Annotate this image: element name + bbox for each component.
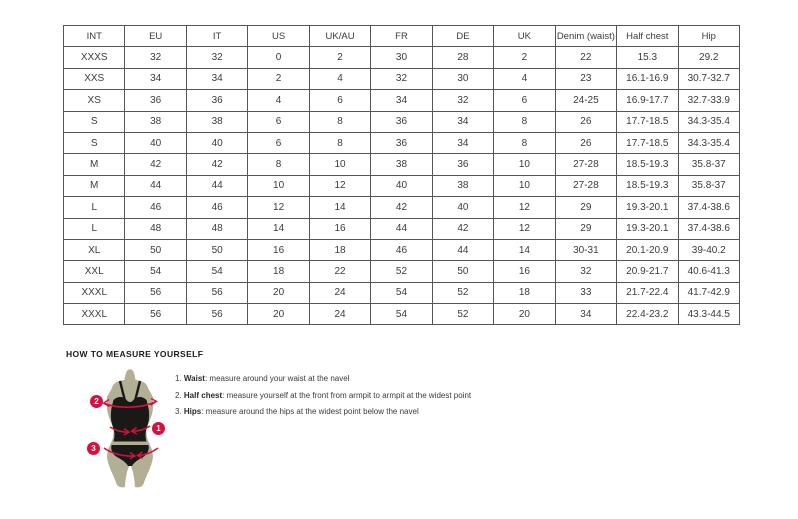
table-row [64, 239, 740, 260]
table-row [64, 261, 740, 282]
table-cell: 8 [494, 132, 555, 153]
table-cell: 41.7-42.9 [678, 282, 739, 303]
table-cell: 8 [248, 154, 309, 175]
table-header-cell: DE [432, 26, 493, 47]
table-cell: 8 [309, 111, 370, 132]
table-cell: S [64, 111, 125, 132]
table-row [64, 282, 740, 303]
table-cell: 22 [309, 261, 370, 282]
table-row [64, 218, 740, 239]
table-cell: 24 [309, 282, 370, 303]
table-cell: 28 [432, 47, 493, 68]
table-cell: 34 [371, 90, 432, 111]
table-cell: 29 [555, 197, 616, 218]
table-cell: XXXL [64, 304, 125, 325]
table-cell: 26 [555, 111, 616, 132]
table-cell: 18.5-19.3 [617, 154, 678, 175]
table-cell: 46 [371, 239, 432, 260]
table-cell: 2 [309, 47, 370, 68]
table-cell: 16 [248, 239, 309, 260]
hips-marker-badge: 3 [87, 442, 100, 455]
table-cell: 35.8-37 [678, 154, 739, 175]
table-cell: 27-28 [555, 175, 616, 196]
table-cell: 20.1-20.9 [617, 239, 678, 260]
measure-step: 3. Hips: measure around the hips at the widest point below the navel [175, 407, 419, 416]
table-cell: 32 [555, 261, 616, 282]
table-cell: 15.3 [617, 47, 678, 68]
table-cell: M [64, 175, 125, 196]
table-cell: 33 [555, 282, 616, 303]
table-cell: 56 [186, 304, 247, 325]
table-header-cell: INT [64, 26, 125, 47]
table-cell: 2 [248, 68, 309, 89]
table-cell: 34.3-35.4 [678, 111, 739, 132]
table-row [64, 47, 740, 68]
table-cell: 34 [432, 111, 493, 132]
table-header-cell: IT [186, 26, 247, 47]
table-cell: 46 [186, 197, 247, 218]
table-header-cell: UK [494, 26, 555, 47]
table-cell: 56 [125, 282, 186, 303]
table-cell: 42 [125, 154, 186, 175]
table-cell: 43.3-44.5 [678, 304, 739, 325]
table-cell: 42 [186, 154, 247, 175]
table-cell: 54 [371, 304, 432, 325]
table-cell: 18 [309, 239, 370, 260]
measurement-figure [80, 368, 180, 493]
table-cell: 14 [309, 197, 370, 218]
table-cell: 38 [371, 154, 432, 175]
table-header-cell: US [248, 26, 309, 47]
size-table-body [64, 47, 740, 325]
table-cell: 16 [494, 261, 555, 282]
table-cell: M [64, 154, 125, 175]
table-cell: 18.5-19.3 [617, 175, 678, 196]
table-cell: 17.7-18.5 [617, 111, 678, 132]
table-cell: 2 [494, 47, 555, 68]
table-cell: 12 [309, 175, 370, 196]
table-cell: 19.3-20.1 [617, 218, 678, 239]
table-cell: 22.4-23.2 [617, 304, 678, 325]
table-header-cell: FR [371, 26, 432, 47]
table-cell: 6 [248, 111, 309, 132]
table-header-cell: EU [125, 26, 186, 47]
table-cell: 40 [432, 197, 493, 218]
table-cell: 44 [125, 175, 186, 196]
table-cell: S [64, 132, 125, 153]
table-cell: 12 [494, 218, 555, 239]
table-cell: 14 [248, 218, 309, 239]
waist-marker-badge: 1 [152, 422, 165, 435]
table-cell: 18 [494, 282, 555, 303]
table-cell: 56 [186, 282, 247, 303]
chest-marker-badge: 2 [90, 395, 103, 408]
table-cell: 56 [125, 304, 186, 325]
table-cell: 40.6-41.3 [678, 261, 739, 282]
table-cell: 52 [432, 282, 493, 303]
table-cell: XXS [64, 68, 125, 89]
table-row [64, 175, 740, 196]
size-conversion-table [63, 25, 740, 325]
table-cell: 30-31 [555, 239, 616, 260]
table-cell: 36 [371, 132, 432, 153]
table-cell: 48 [125, 218, 186, 239]
table-cell: 10 [494, 154, 555, 175]
table-cell: 32 [432, 90, 493, 111]
measure-section-title: HOW TO MEASURE YOURSELF [66, 349, 204, 359]
table-cell: 54 [125, 261, 186, 282]
table-cell: 40 [186, 132, 247, 153]
table-cell: 22 [555, 47, 616, 68]
table-cell: 29.2 [678, 47, 739, 68]
table-cell: 10 [494, 175, 555, 196]
table-cell: 44 [371, 218, 432, 239]
table-cell: 29 [555, 218, 616, 239]
table-cell: 20 [248, 304, 309, 325]
table-cell: 24-25 [555, 90, 616, 111]
table-cell: 34.3-35.4 [678, 132, 739, 153]
table-cell: 36 [186, 90, 247, 111]
table-cell: 4 [248, 90, 309, 111]
table-cell: XXXL [64, 282, 125, 303]
table-cell: 18 [248, 261, 309, 282]
table-cell: 23 [555, 68, 616, 89]
table-cell: XL [64, 239, 125, 260]
table-cell: 38 [186, 111, 247, 132]
table-cell: 32.7-33.9 [678, 90, 739, 111]
table-cell: 4 [309, 68, 370, 89]
table-cell: 44 [432, 239, 493, 260]
table-cell: 6 [494, 90, 555, 111]
measure-steps [175, 371, 471, 421]
table-header-cell: Hip [678, 26, 739, 47]
table-cell: 34 [125, 68, 186, 89]
table-cell: 36 [432, 154, 493, 175]
table-cell: 8 [494, 111, 555, 132]
table-cell: 38 [432, 175, 493, 196]
table-cell: 32 [371, 68, 432, 89]
table-cell: 8 [309, 132, 370, 153]
table-cell: 32 [186, 47, 247, 68]
table-cell: 54 [371, 282, 432, 303]
table-cell: 20.9-21.7 [617, 261, 678, 282]
table-header-cell: Half chest [617, 26, 678, 47]
table-cell: 52 [371, 261, 432, 282]
table-cell: 12 [248, 197, 309, 218]
table-cell: XXXS [64, 47, 125, 68]
table-cell: 54 [186, 261, 247, 282]
table-cell: 27-28 [555, 154, 616, 175]
table-cell: 32 [125, 47, 186, 68]
table-cell: L [64, 197, 125, 218]
table-cell: 38 [125, 111, 186, 132]
table-header-cell: UK/AU [309, 26, 370, 47]
measure-step: 2. Half chest: measure yourself at the front from armpit to armpit at the widest point [175, 390, 472, 400]
table-cell: 42 [432, 218, 493, 239]
table-row [64, 304, 740, 325]
table-cell: 0 [248, 47, 309, 68]
table-row [64, 68, 740, 89]
table-cell: 36 [371, 111, 432, 132]
table-cell: 39-40.2 [678, 239, 739, 260]
table-cell: 10 [309, 154, 370, 175]
table-header-cell: Denim (waist) [555, 26, 616, 47]
table-cell: XS [64, 90, 125, 111]
table-cell: 30 [371, 47, 432, 68]
table-cell: 50 [432, 261, 493, 282]
table-cell: 37.4-38.6 [678, 197, 739, 218]
table-cell: 40 [371, 175, 432, 196]
mannequin-illustration-icon [80, 368, 180, 493]
table-row [64, 90, 740, 111]
table-cell: 34 [186, 68, 247, 89]
table-cell: 35.8-37 [678, 175, 739, 196]
table-cell: 50 [186, 239, 247, 260]
table-cell: 46 [125, 197, 186, 218]
table-cell: 30.7-32.7 [678, 68, 739, 89]
table-cell: 30 [432, 68, 493, 89]
table-cell: 6 [309, 90, 370, 111]
table-row [64, 197, 740, 218]
table-cell: 14 [494, 239, 555, 260]
table-cell: 4 [494, 68, 555, 89]
table-cell: 50 [125, 239, 186, 260]
table-cell: 12 [494, 197, 555, 218]
table-cell: 48 [186, 218, 247, 239]
table-cell: 24 [309, 304, 370, 325]
table-cell: 37.4-38.6 [678, 218, 739, 239]
table-cell: 21.7-22.4 [617, 282, 678, 303]
table-cell: XXL [64, 261, 125, 282]
measure-step: 1. Waist: measure around your waist at the navel [175, 374, 350, 383]
table-cell: 42 [371, 197, 432, 218]
table-cell: 26 [555, 132, 616, 153]
table-cell: 52 [432, 304, 493, 325]
table-row [64, 154, 740, 175]
table-cell: 6 [248, 132, 309, 153]
table-row [64, 132, 740, 153]
size-table-head-row [64, 26, 740, 47]
table-row [64, 111, 740, 132]
table-cell: 16.9-17.7 [617, 90, 678, 111]
table-cell: 36 [125, 90, 186, 111]
table-cell: 10 [248, 175, 309, 196]
table-cell: 16.1-16.9 [617, 68, 678, 89]
table-cell: 17.7-18.5 [617, 132, 678, 153]
table-cell: 44 [186, 175, 247, 196]
table-cell: 34 [555, 304, 616, 325]
table-cell: 16 [309, 218, 370, 239]
table-cell: 40 [125, 132, 186, 153]
table-cell: 20 [248, 282, 309, 303]
table-cell: 34 [432, 132, 493, 153]
table-cell: 20 [494, 304, 555, 325]
table-cell: L [64, 218, 125, 239]
table-cell: 19.3-20.1 [617, 197, 678, 218]
